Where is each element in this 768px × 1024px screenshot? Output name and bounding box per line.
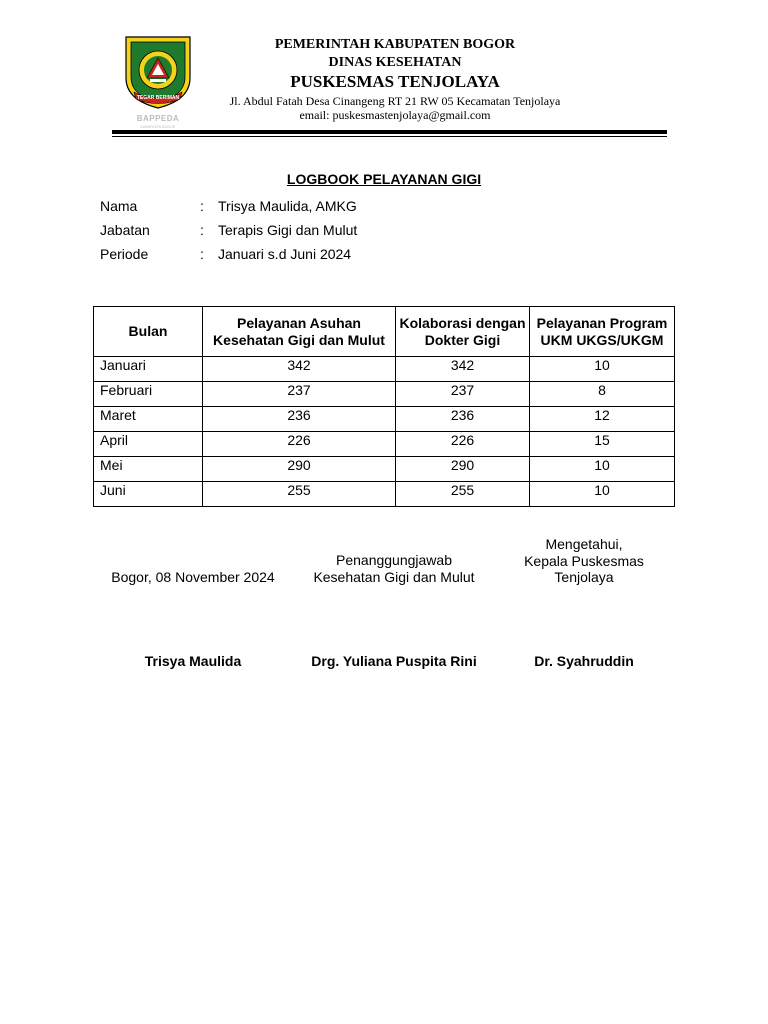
cell-kolaborasi: 236	[396, 407, 530, 432]
info-value-jabatan: Terapis Gigi dan Mulut	[218, 222, 358, 238]
cell-asuhan: 237	[203, 382, 396, 407]
cell-ukm: 10	[530, 357, 675, 382]
letterhead-divider-thin	[112, 136, 667, 137]
signature-kepala-line1: Mengetahui,	[545, 536, 623, 552]
cell-kolaborasi: 290	[396, 457, 530, 482]
cell-asuhan: 342	[203, 357, 396, 382]
signature-pj-line2: Kesehatan Gigi dan Mulut	[313, 568, 475, 585]
signature-place-date: Bogor, 08 November 2024	[111, 569, 275, 585]
cell-ukm: 10	[530, 482, 675, 507]
table-row	[94, 382, 675, 407]
info-label-jabatan: Jabatan	[100, 222, 150, 238]
cell-kolaborasi: 237	[396, 382, 530, 407]
logo-caption-text: BAPPEDA	[136, 114, 180, 123]
signature-kepala-line2: Kepala Puskesmas	[524, 552, 644, 569]
cell-asuhan: 290	[203, 457, 396, 482]
signature-name-terapis: Trisya Maulida	[144, 653, 242, 669]
cell-bulan: Januari	[94, 357, 203, 382]
logbook-table	[93, 306, 675, 507]
table-row	[94, 407, 675, 432]
letterhead-address: Jl. Abdul Fatah Desa Cinangeng RT 21 RW 05 Kecamatan Tenjolaya	[229, 94, 561, 108]
cell-kolaborasi: 255	[396, 482, 530, 507]
document-title: LOGBOOK PELAYANAN GIGI	[286, 171, 482, 187]
info-colon: :	[200, 198, 204, 214]
cell-bulan: Maret	[94, 407, 203, 432]
table-row	[94, 357, 675, 382]
info-value-nama: Trisya Maulida, AMKG	[218, 198, 357, 214]
signature-pj-line1: Penanggungjawab	[336, 552, 452, 568]
header-ukm: Pelayanan Program UKM UKGS/UKGM	[530, 307, 675, 357]
cell-kolaborasi: 342	[396, 357, 530, 382]
info-label-nama: Nama	[100, 198, 138, 214]
cell-ukm: 10	[530, 457, 675, 482]
cell-ukm: 15	[530, 432, 675, 457]
info-colon: :	[200, 222, 204, 238]
letterhead-email: email: puskesmastenjolaya@gmail.com	[299, 108, 491, 122]
header-kolaborasi: Kolaborasi dengan Dokter Gigi	[396, 307, 530, 357]
header-bulan: Bulan	[94, 307, 203, 357]
signature-pj-title	[294, 552, 494, 585]
info-value-periode: Januari s.d Juni 2024	[218, 246, 352, 262]
table-header-row	[94, 307, 675, 357]
info-colon: :	[200, 246, 204, 262]
cell-kolaborasi: 226	[396, 432, 530, 457]
letterhead-department: DINAS KESEHATAN	[328, 55, 462, 70]
signature-name-kepala: Dr. Syahruddin	[534, 653, 634, 669]
letterhead-divider-thick	[112, 130, 667, 134]
signature-kepala-title	[502, 536, 666, 586]
table-row	[94, 432, 675, 457]
info-label-periode: Periode	[100, 246, 149, 262]
header-asuhan: Pelayanan Asuhan Kesehatan Gigi dan Mulut	[203, 307, 396, 357]
letterhead-institution: PUSKESMAS TENJOLAYA	[290, 72, 500, 91]
letterhead-government: PEMERINTAH KABUPATEN BOGOR	[274, 37, 516, 52]
table-row	[94, 482, 675, 507]
cell-bulan: Februari	[94, 382, 203, 407]
cell-ukm: 12	[530, 407, 675, 432]
signature-name-pj: Drg. Yuliana Puspita Rini	[311, 653, 477, 669]
cell-bulan: Juni	[94, 482, 203, 507]
cell-bulan: April	[94, 432, 203, 457]
cell-ukm: 8	[530, 382, 675, 407]
cell-asuhan: 236	[203, 407, 396, 432]
cell-bulan: Mei	[94, 457, 203, 482]
logo-subcaption-text: KABUPATEN BOGOR	[140, 125, 176, 129]
logo-ribbon-text: TEGAR BERIMAN	[136, 95, 180, 101]
signature-kepala-line3: Tenjolaya	[554, 569, 614, 585]
cell-asuhan: 255	[203, 482, 396, 507]
table-row	[94, 457, 675, 482]
cell-asuhan: 226	[203, 432, 396, 457]
